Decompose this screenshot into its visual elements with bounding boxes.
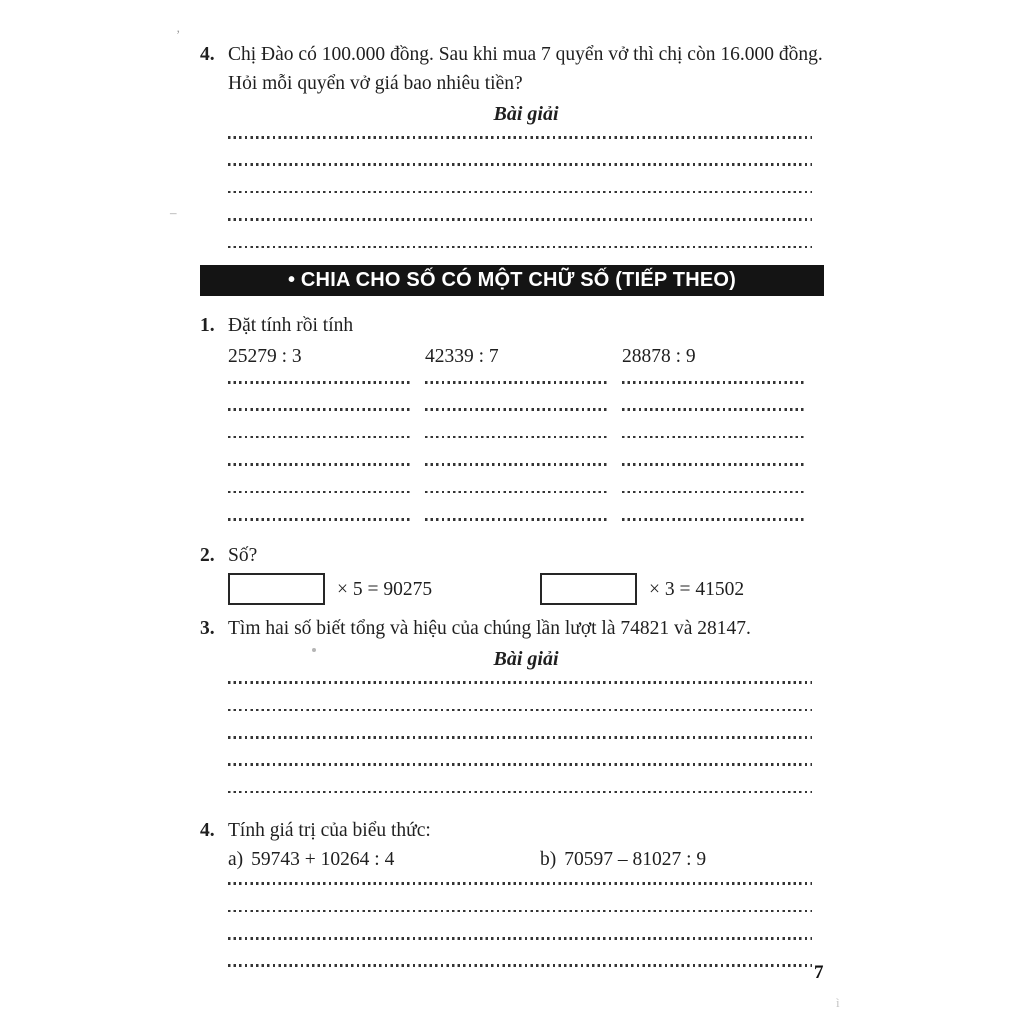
- scan-artifact: [312, 648, 316, 652]
- exercise4-title: Tính giá trị của biểu thức:: [228, 820, 431, 842]
- exercise1: [200, 311, 824, 340]
- solution-heading: Bài giải: [493, 103, 559, 125]
- answer-box: [540, 573, 637, 605]
- exercise1-problems: [200, 340, 824, 537]
- expression: 70597 – 81027 : 9: [564, 849, 707, 871]
- indent-spacer: [200, 340, 228, 537]
- scan-artifact: ì: [836, 995, 840, 1010]
- division-problem: 28878 : 9: [622, 345, 696, 367]
- dotted-answer-line: [228, 902, 812, 929]
- equation-text: × 3 = 41502: [649, 578, 745, 600]
- work-column: [622, 373, 804, 537]
- dotted-answer-line: [228, 956, 812, 983]
- expression-part: [540, 845, 852, 874]
- section-banner: • CHIA CHO SỐ CÓ MỘT CHỮ SỐ (TIẾP THEO): [200, 265, 824, 296]
- part-label: b): [540, 849, 557, 871]
- equation: [228, 573, 540, 605]
- dotted-answer-line: [622, 455, 804, 482]
- problem-text-line: Chị Đào có 100.000 đồng. Sau khi mua 7 quyển vở thì chị còn 16.000 đồng.: [228, 44, 823, 65]
- page-number: 7: [814, 962, 824, 983]
- answer-lines: [228, 673, 812, 810]
- exercise2-equations: [228, 572, 824, 606]
- dotted-answer-line: [228, 483, 410, 510]
- page-content: [200, 40, 824, 984]
- top-problem: [200, 40, 824, 265]
- exercise-number: 2.: [200, 545, 215, 567]
- dotted-answer-line: [228, 783, 812, 810]
- answer-lines: [228, 874, 812, 984]
- exercise4-parts: [228, 845, 824, 874]
- solution-heading: Bài giải: [493, 648, 559, 671]
- problem-text-line: Hỏi mỗi quyển vở giá bao nhiêu tiền?: [228, 73, 523, 94]
- dotted-answer-line: [425, 483, 607, 510]
- dotted-answer-line: [228, 510, 410, 537]
- dotted-answer-line: [228, 728, 812, 755]
- dotted-answer-line: [622, 428, 804, 455]
- exercise3: [200, 614, 824, 810]
- work-column: [425, 373, 607, 537]
- exercise-number: 1.: [200, 314, 215, 336]
- dotted-answer-line: [228, 183, 812, 210]
- dotted-answer-line: [228, 428, 410, 455]
- work-column: [228, 373, 410, 537]
- division-problem: 25279 : 3: [228, 345, 302, 367]
- dotted-answer-line: [228, 673, 812, 700]
- exercise3-text: Tìm hai số biết tổng và hiệu của chúng lần lượt là 74821 và 28147.: [228, 618, 751, 640]
- dotted-answer-line: [228, 400, 410, 427]
- division-problem: 42339 : 7: [425, 345, 499, 367]
- dotted-answer-line: [228, 210, 812, 237]
- equation: [540, 573, 852, 605]
- dotted-answer-line: [425, 455, 607, 482]
- dotted-answer-line: [228, 373, 410, 400]
- part-label: a): [228, 849, 244, 871]
- scan-artifact: ’: [176, 27, 181, 42]
- exercise2-title: Số?: [228, 545, 258, 567]
- equation-text: × 5 = 90275: [337, 578, 433, 600]
- dotted-answer-line: [228, 155, 812, 182]
- dotted-answer-line: [228, 755, 812, 782]
- dotted-answer-line: [228, 874, 812, 901]
- problem-text: [228, 40, 824, 265]
- exercise4: [200, 816, 824, 984]
- expression-part: [228, 845, 540, 874]
- exercise-number: 4.: [200, 820, 215, 842]
- exercise1-title: Đặt tính rồi tính: [228, 314, 354, 336]
- exercise-number: 3.: [200, 618, 215, 640]
- dotted-answer-line: [622, 373, 804, 400]
- dotted-answer-line: [425, 400, 607, 427]
- dotted-answer-line: [228, 128, 812, 155]
- dotted-answer-line: [622, 483, 804, 510]
- dotted-answer-line: [425, 373, 607, 400]
- expression: 59743 + 10264 : 4: [251, 849, 395, 871]
- exercise2: [200, 541, 824, 606]
- scan-artifact: –: [170, 205, 177, 220]
- answer-lines: [228, 128, 812, 265]
- dotted-answer-line: [622, 400, 804, 427]
- dotted-answer-line: [425, 510, 607, 537]
- dotted-answer-line: [228, 929, 812, 956]
- problem-number: 4.: [200, 44, 215, 65]
- dotted-answer-line: [228, 701, 812, 728]
- dotted-answer-line: [228, 455, 410, 482]
- dotted-answer-line: [622, 510, 804, 537]
- answer-box: [228, 573, 325, 605]
- exercise1-work-area: [228, 373, 824, 537]
- dotted-answer-line: [425, 428, 607, 455]
- dotted-answer-line: [228, 238, 812, 265]
